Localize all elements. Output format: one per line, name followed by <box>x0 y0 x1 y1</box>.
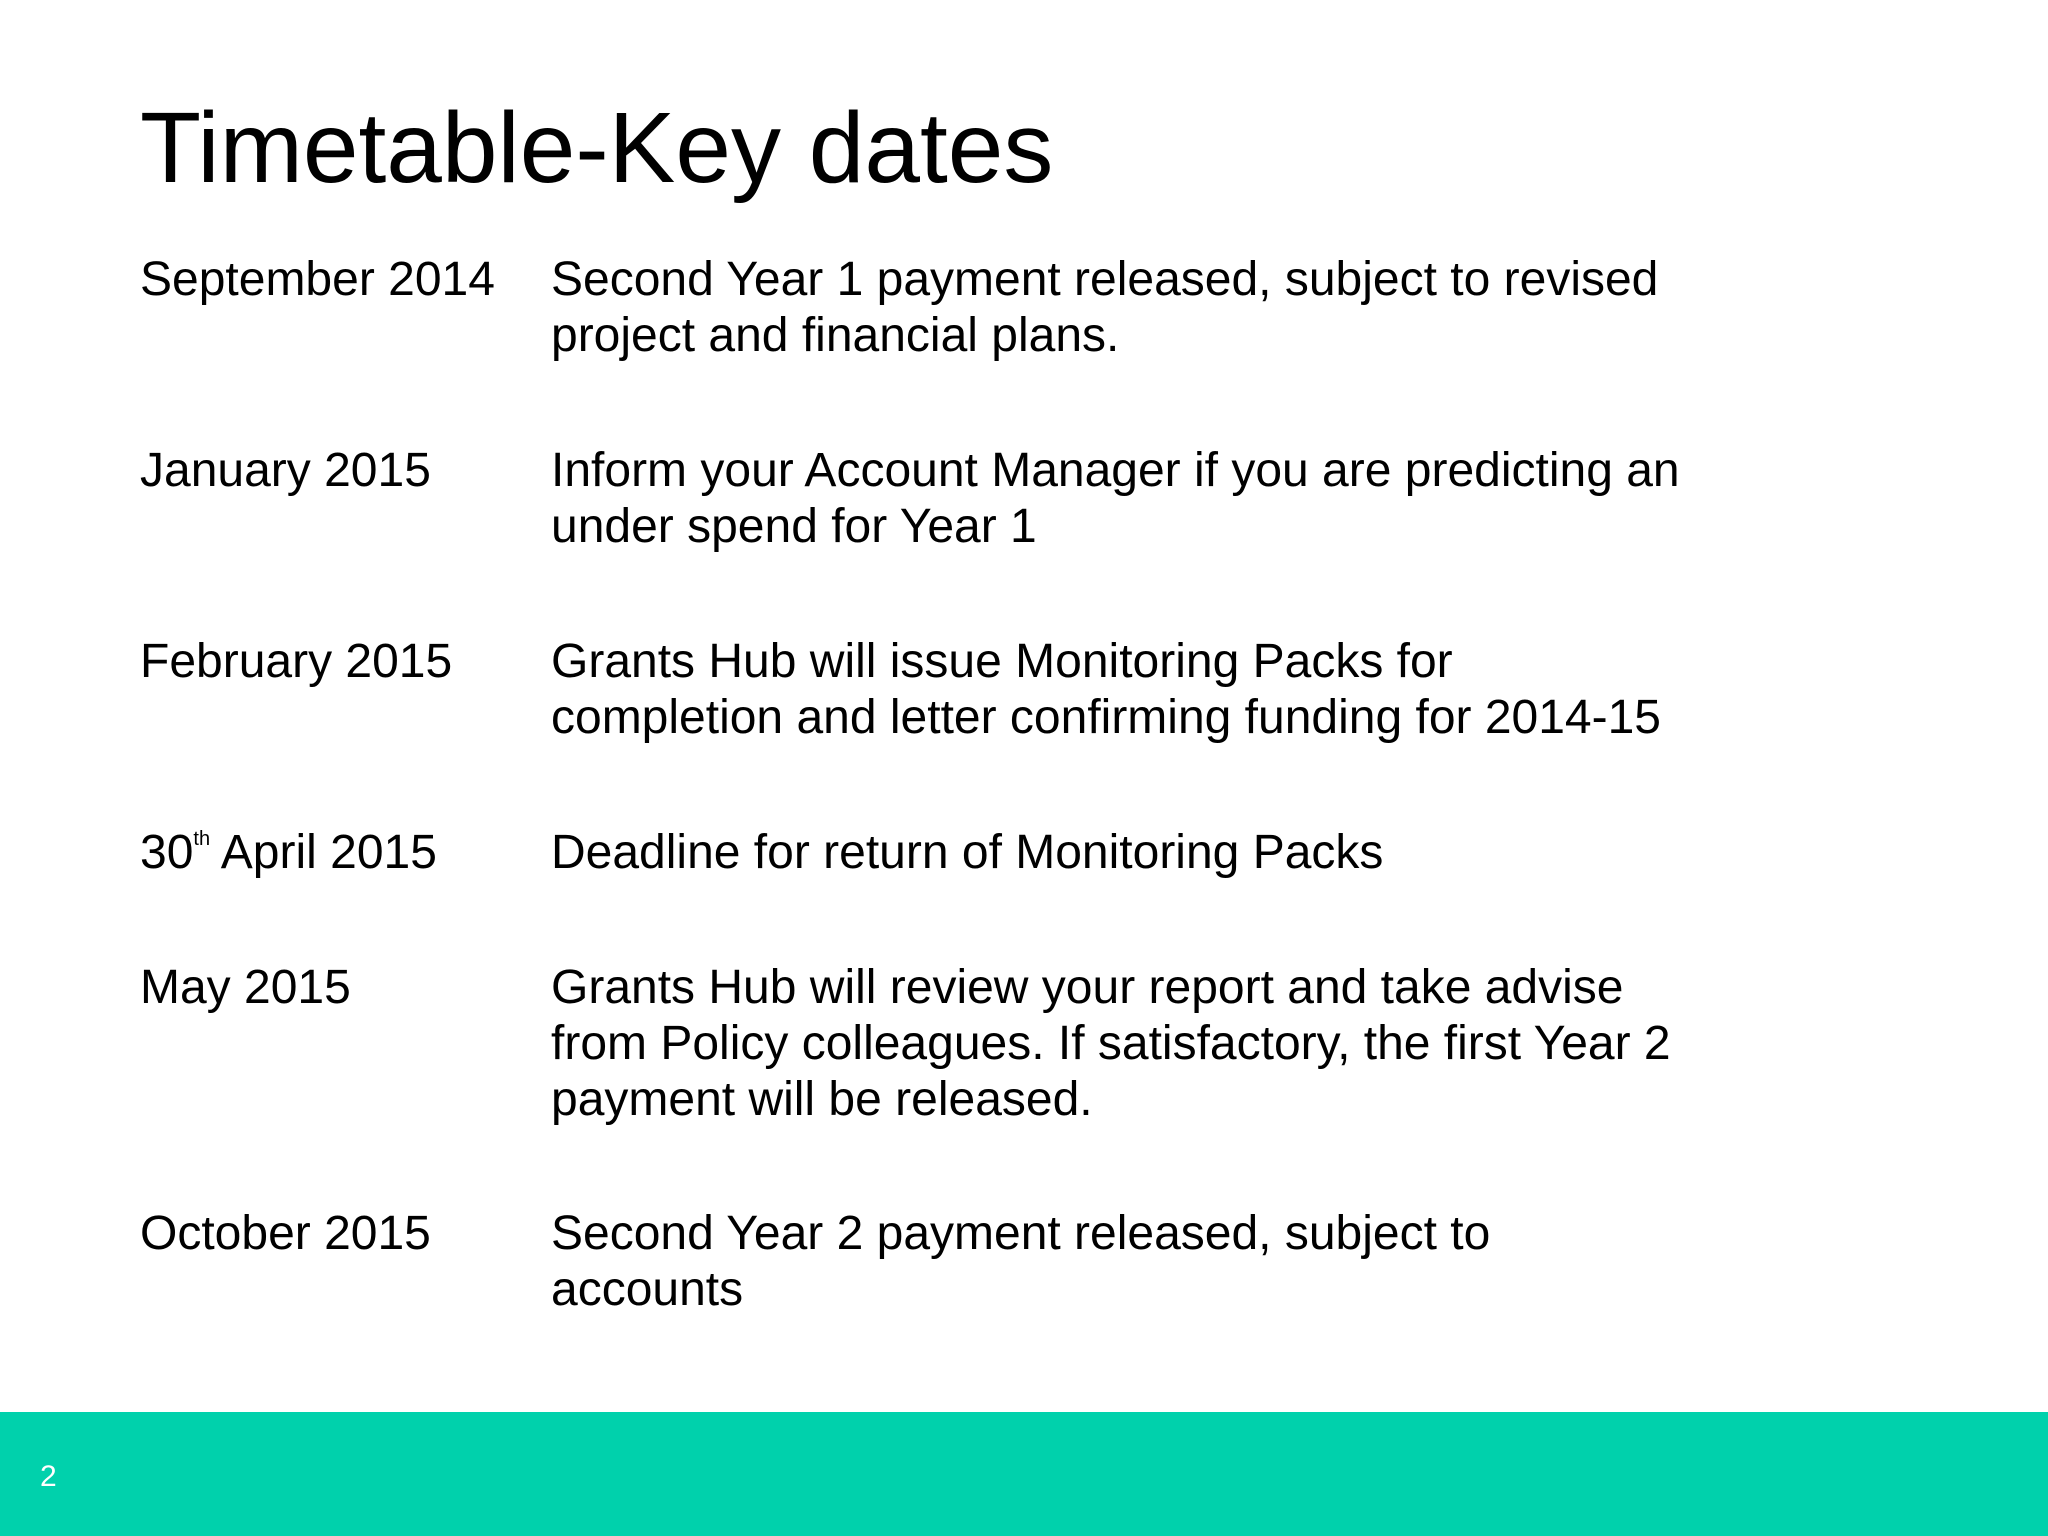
slide-number: 2 <box>40 1460 57 1493</box>
entry-date: January 2015 <box>140 444 431 497</box>
footer-bar <box>0 1412 2048 1536</box>
entry-date: September 2014 <box>140 253 495 306</box>
entry-description: Second Year 1 payment released, subject to revised project and financial plans. <box>551 253 1659 362</box>
date-day: 30 <box>140 826 194 879</box>
slide-title: Timetable-Key dates <box>140 92 1054 204</box>
date-ordinal-suffix: th <box>193 828 211 850</box>
entry-description: Second Year 2 payment released, subject to accounts <box>551 1207 1491 1316</box>
entry-date: October 2015 <box>140 1207 431 1260</box>
entry-date <box>140 825 437 881</box>
entry-description: Inform your Account Manager if you are predicting an under spend for Year 1 <box>551 444 1680 553</box>
entry-description: Grants Hub will issue Monitoring Packs for completion and letter confirming funding for 2014-15 <box>551 635 1661 744</box>
date-month-year: April 2015 <box>210 826 437 879</box>
entry-date: February 2015 <box>140 635 453 688</box>
entry-date: May 2015 <box>140 961 351 1014</box>
entry-description: Grants Hub will review your report and take advise from Policy colleagues. If satisfactory, the first Year 2 payment will be released. <box>551 961 1671 1126</box>
entry-description: Deadline for return of Monitoring Packs <box>551 826 1384 879</box>
